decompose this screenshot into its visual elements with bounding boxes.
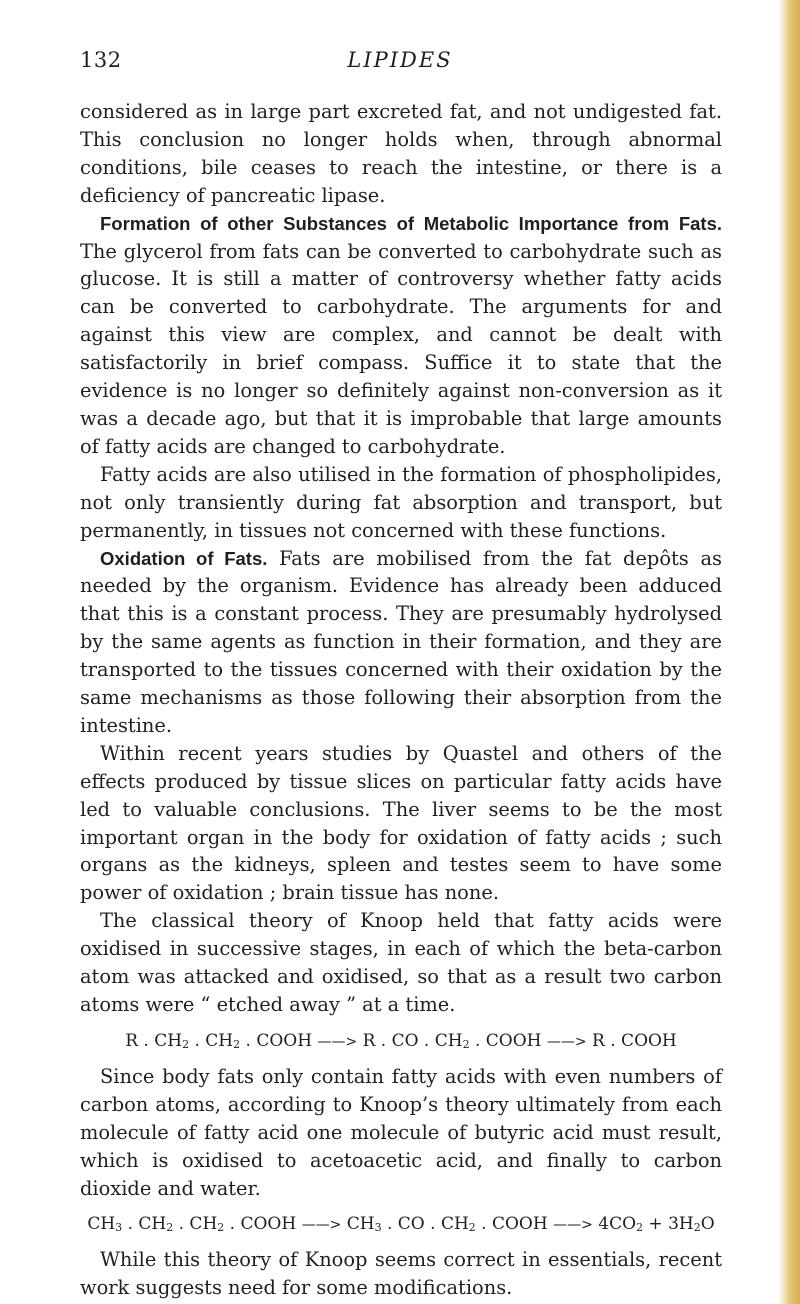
formula-subscript: 2: [166, 1221, 174, 1235]
paragraph-text: Fats are mobilised from the fat depôts as needed by the organism. Evidence has already been adduced that this is a constant process. They are presumably hydrolysed by the same agents as function in their formation, and they are transported to the tissues concerned with their oxidation by the same mechanisms as those following their absorption from the intestine.: [80, 546, 722, 737]
paragraph-modifications: [80, 1246, 722, 1302]
body-text: [80, 98, 722, 1302]
reaction-arrow: ——>: [553, 1217, 593, 1234]
formula-subscript: 2: [233, 1037, 241, 1051]
paragraph-quastel: [80, 740, 722, 907]
formula-part: R . CH: [125, 1030, 183, 1051]
reaction-arrow: ——>: [546, 1033, 587, 1050]
formula-subscript: 3: [374, 1221, 382, 1235]
formula-subscript: 2: [217, 1221, 225, 1235]
formula-subscript: 2: [693, 1221, 701, 1235]
equation-beta-oxidation: [80, 1027, 722, 1056]
paragraph-continuation: [80, 98, 722, 210]
paragraph-phospholipides: [80, 461, 722, 545]
running-title: LIPIDES: [347, 48, 453, 72]
paragraph-even-numbers: [80, 1063, 722, 1203]
formula-part: 4CO: [592, 1214, 637, 1235]
formula-part: CH: [87, 1214, 116, 1235]
paragraph-text: While this theory of Knoop seems correct in essentials, recent work suggests need for some modifications.: [80, 1248, 722, 1300]
paragraph-knoop-theory: [80, 907, 722, 1019]
formula-subscript: 2: [636, 1221, 644, 1235]
section-heading: Formation of other Substances of Metabolic Importance from Fats.: [100, 212, 722, 234]
formula-subscript: 2: [462, 1037, 470, 1051]
formula-part: . CH: [173, 1214, 218, 1235]
paragraph-text: The glycerol from fats can be converted to carbohydrate such as glucose. It is still a matter of controversy whether fatty acids can be converted to carbohydrate. The arguments for and against this view are complex, and cannot be dealt with satisfactorily in brief compass. Suffice it to state that the evidence is no longer so definitely against non-conversion as it was a decade ago, but that it is improbable that large amounts of fatty acids are changed to carbohydrate.: [80, 239, 722, 458]
reaction-arrow: ——>: [301, 1217, 342, 1234]
page-edge-tint: [778, 0, 800, 1304]
formula-part: . CH: [189, 1030, 234, 1051]
paragraph-oxidation-of-fats: [80, 545, 722, 740]
page-header: [80, 48, 720, 80]
paragraph-text: considered as in large part excreted fat, and not undigested fat. This conclusion no longer holds when, through abnormal conditions, bile ceases to reach the intestine, or there is a deficiency of pancreatic lipase.: [80, 100, 722, 207]
page-number: 132: [80, 48, 122, 72]
formula-part: O: [700, 1214, 715, 1235]
equation-butyric-oxidation: [80, 1210, 722, 1239]
paragraph-text: Within recent years studies by Quastel and others of the effects produced by tissue slices on particular fatty acids have led to valuable conclusions. The liver seems to be the most important organ in the body for oxidation of fatty acids ; such organs as the kidneys, spleen and testes seem to have some power of oxidation ; brain tissue has none.: [80, 741, 722, 905]
formula-part: . CH: [122, 1214, 167, 1235]
formula-part: R . CO . CH: [357, 1030, 463, 1051]
formula-part: . CO . CH: [381, 1214, 469, 1235]
formula-subscript: 2: [182, 1037, 190, 1051]
formula-part: . COOH: [475, 1214, 554, 1235]
section-heading: Oxidation of Fats.: [100, 547, 268, 569]
formula-part: R . COOH: [586, 1030, 677, 1051]
formula-part: . COOH: [240, 1030, 318, 1051]
paragraph-text: The classical theory of Knoop held that fatty acids were oxidised in successive stages, in each of which the beta-carbon atom was attacked and oxidised, so that as a result two carbon atoms were “ etched away ” at a time.: [80, 909, 722, 1016]
reaction-arrow: ——>: [317, 1033, 358, 1050]
paragraph-text: Since body fats only contain fatty acids with even numbers of carbon atoms, according to Knoop’s theory ultimately from each molecule of fatty acid one molecule of butyric acid must result, which is oxidised to acetoacetic acid, and finally to carbon dioxide and water.: [80, 1064, 722, 1200]
paragraph-text: Fatty acids are also utilised in the formation of phospholipides, not only transiently during fat absorption and transport, but permanently, in tissues not concerned with these functions.: [80, 462, 722, 542]
formula-part: CH: [341, 1214, 375, 1235]
formula-part: . COOH: [224, 1214, 302, 1235]
formula-part: . COOH: [469, 1030, 547, 1051]
paragraph-formation-of-substances: [80, 210, 722, 461]
formula-part: + 3H: [643, 1214, 694, 1235]
formula-subscript: 2: [468, 1221, 476, 1235]
formula-subscript: 3: [115, 1221, 123, 1235]
